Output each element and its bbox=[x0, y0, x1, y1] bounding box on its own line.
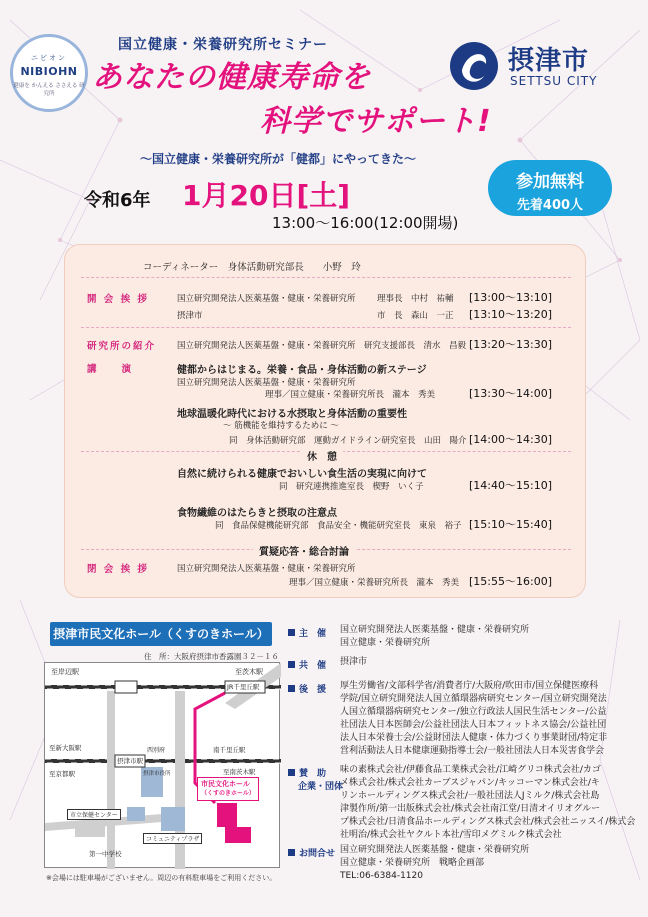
lecture-label: 講 演 bbox=[87, 364, 134, 375]
closing-org: 国立研究開発法人医薬基盤・健康・栄養研究所 bbox=[177, 564, 356, 574]
venue-address: 住 所：大阪府摂津市香露園３２－１６ bbox=[144, 652, 279, 661]
closing-role: 理事／国立健康・栄養研究所長 瀧本 秀美 bbox=[289, 578, 460, 588]
main-title-line1: あなたの健康寿命を bbox=[92, 60, 371, 95]
intro-label: 研究所の紹介 bbox=[87, 341, 157, 352]
date-era: 令和6年 bbox=[84, 190, 151, 211]
contact-label: お問合せ bbox=[288, 846, 335, 859]
map-label-settsu-station: 摂津市駅 bbox=[117, 757, 143, 765]
talk4-title: 食物繊維のはたらきと摂取の注意点 bbox=[177, 508, 337, 519]
talk2-title: 地球温暖化時代における水摂取と身体活動の重要性 bbox=[177, 409, 407, 420]
intro-time: [13:20～13:30] bbox=[469, 338, 552, 351]
venue-name: 摂津市民文化ホール（くすのきホール） bbox=[50, 622, 272, 646]
badge-capacity: 先着400人 bbox=[516, 198, 584, 213]
qa-label: 質疑応答・総合討論 bbox=[253, 543, 355, 558]
map-label-hall bbox=[197, 777, 259, 801]
support-text: 厚生労働省/文部科学省/消費者庁/大阪府/吹田市/国立保健医療科 学院/国立研究開発法人国立循環器病研究センター/国立研究開発法 人国立循環器病研究センター/独立行政法人国民生活センター/公益 社団法人日本医師会/公益社団法人日本フィットネス協会/公益社団 法人日本栄養士会/公益財団法人健康・体力づくり事業財団/特定非 営利活動法人日本健康運動指導士会/一般社団法人日本災害食学会 bbox=[340, 681, 608, 756]
parking-note: ※会場には駐車場がございません。周辺の有料駐車場をご利用ください。 bbox=[46, 874, 277, 882]
support-label: 後 援 bbox=[288, 682, 326, 695]
coordinator: コーディネーター 身体活動研究部長 小野 玲 bbox=[143, 262, 361, 273]
map-label-minami-ibaraki: 至南茨木駅 bbox=[223, 768, 256, 776]
talk3-role: 同 研究連携推進室長 楔野 いく子 bbox=[279, 482, 424, 492]
logo-sub: 健康を かんえる ささえる 研究所 bbox=[13, 83, 85, 97]
main-title-line2: 科学でサポート! bbox=[260, 104, 492, 139]
logo-brand: NIBIOHN bbox=[20, 65, 78, 78]
divider bbox=[81, 327, 571, 328]
settsu-city-logo bbox=[448, 40, 628, 94]
cohost-label: 共 催 bbox=[288, 658, 326, 671]
opening-2-time: [13:10～13:20] bbox=[469, 308, 552, 321]
map-label-hokensho: 市立保健センター bbox=[67, 809, 121, 820]
info-column bbox=[288, 624, 640, 894]
talk4-time: [15:10～15:40] bbox=[469, 518, 552, 531]
tagline: ～国立健康・栄養研究所が「健都」にやってきた～ bbox=[140, 152, 417, 166]
opening-2-role: 市 長 森山 一正 bbox=[377, 311, 454, 321]
opening-label: 開 会 挨 拶 bbox=[87, 294, 149, 305]
opening-1-time: [13:00～13:10] bbox=[469, 291, 552, 304]
talk2-role: 同 身体活動研究部 運動ガイドライン研究室長 山田 陽介 bbox=[229, 436, 467, 446]
sponsor-text: 味の素株式会社/伊藤食品工業株式会社/江崎グリコ株式会社/カゴ メ株式会社/株式会社カーブスジャパン/キッコーマン株式会社/キ リンホールディングス株式会社/一般社団法人Jミルク/株式会社島 津製作所/第一出版株式会社/株式会社南江堂/日清オイリオグルー プ株式会社/日清食品ホールディングス株式会社/株式会社ニッスイ/株式会 社明治/株式会社ヤクルト本社/雪印メグミルク株式会社 bbox=[340, 765, 636, 840]
host-label: 主 催 bbox=[288, 626, 326, 639]
closing-time: [15:55～16:00] bbox=[469, 575, 552, 588]
host-text: 国立研究開発法人医薬基盤・健康・栄養研究所 国立健康・栄養研究所 bbox=[340, 625, 530, 648]
map-label-community: コミュニティプラザ bbox=[143, 833, 202, 844]
map-label-kishibe: 至岸辺駅 bbox=[51, 668, 79, 676]
map-hall-line1: 市民文化ホール bbox=[201, 780, 250, 788]
talk4-role: 同 食品保健機能研究部 食品安全・機能研究室長 東泉 裕子 bbox=[215, 521, 462, 531]
map-hall-line2: （くすのきホール） bbox=[201, 790, 255, 797]
seminar-title: 国立健康・栄養研究所セミナー bbox=[118, 37, 328, 53]
city-name-en: SETTSU CITY bbox=[510, 74, 598, 88]
event-time: 13:00～16:00(12:00開場) bbox=[272, 214, 459, 232]
map-label-nishiboshi: 西別府 bbox=[147, 747, 166, 754]
divider bbox=[81, 277, 571, 278]
map-label-shin-osaka: 至新大阪駅 bbox=[49, 744, 82, 752]
event-date: 1月20日[土] bbox=[182, 179, 351, 212]
map-label-kyoto: 至京都駅 bbox=[49, 770, 75, 778]
talk3-title: 自然に続けられる健康でおいしい食生活の実現に向けて bbox=[177, 469, 427, 480]
closing-label: 閉 会 挨 拶 bbox=[87, 564, 149, 575]
talk2-sub: ～ 筋機能を維持するために ～ bbox=[223, 421, 339, 431]
talk2-time: [14:00～14:30] bbox=[469, 433, 552, 446]
talk1-title: 健都からはじまる。栄養・食品・身体活動の新ステージ bbox=[177, 365, 427, 376]
intro-org: 国立研究開発法人医薬基盤・健康・栄養研究所 研究支援部長 清水 昌毅 bbox=[177, 341, 467, 351]
sponsor-label: 賛 助 bbox=[288, 766, 326, 779]
opening-1-role: 理事長 中村 祐輔 bbox=[377, 294, 454, 304]
city-name: 摂津市 bbox=[508, 46, 590, 76]
talk3-time: [14:40～15:10] bbox=[469, 479, 552, 492]
badge-free: 参加無料 bbox=[516, 172, 584, 192]
opening-2-org: 摂津市 bbox=[177, 311, 203, 321]
access-map bbox=[44, 662, 280, 868]
map-label-minami-senrioka: 南千里丘駅 bbox=[213, 746, 246, 754]
free-admission-badge bbox=[488, 160, 612, 216]
map-label-jr-senrioka: JR千里丘駅 bbox=[227, 683, 260, 691]
settsu-city-mark-icon bbox=[448, 40, 500, 92]
talk1-time: [13:30～14:00] bbox=[469, 387, 552, 400]
talk1-org: 国立研究開発法人医薬基盤・健康・栄養研究所 bbox=[177, 378, 356, 388]
logo-kana: ニビオン bbox=[31, 54, 67, 62]
sponsor-label-2: 企業・団体 bbox=[298, 782, 344, 792]
cohost-text: 摂津市 bbox=[340, 657, 368, 667]
opening-1-org: 国立研究開発法人医薬基盤・健康・栄養研究所 bbox=[177, 294, 356, 304]
program-box bbox=[64, 244, 586, 598]
map-label-city-hall: 摂津市役所 bbox=[143, 771, 171, 777]
map-label-school: 第一中学校 bbox=[89, 850, 122, 858]
talk1-role: 理事／国立健康・栄養研究所長 瀧本 秀美 bbox=[265, 390, 436, 400]
nibiohn-logo bbox=[10, 34, 88, 112]
contact-text: 国立研究開発法人医薬基盤・健康・栄養研究所 国立健康・栄養研究所 戦略企画部 TEL:06-6384-1120 bbox=[340, 845, 530, 881]
map-label-ibaraki: 至茨木駅 bbox=[235, 668, 263, 676]
break-label: 休 憩 bbox=[301, 448, 343, 463]
